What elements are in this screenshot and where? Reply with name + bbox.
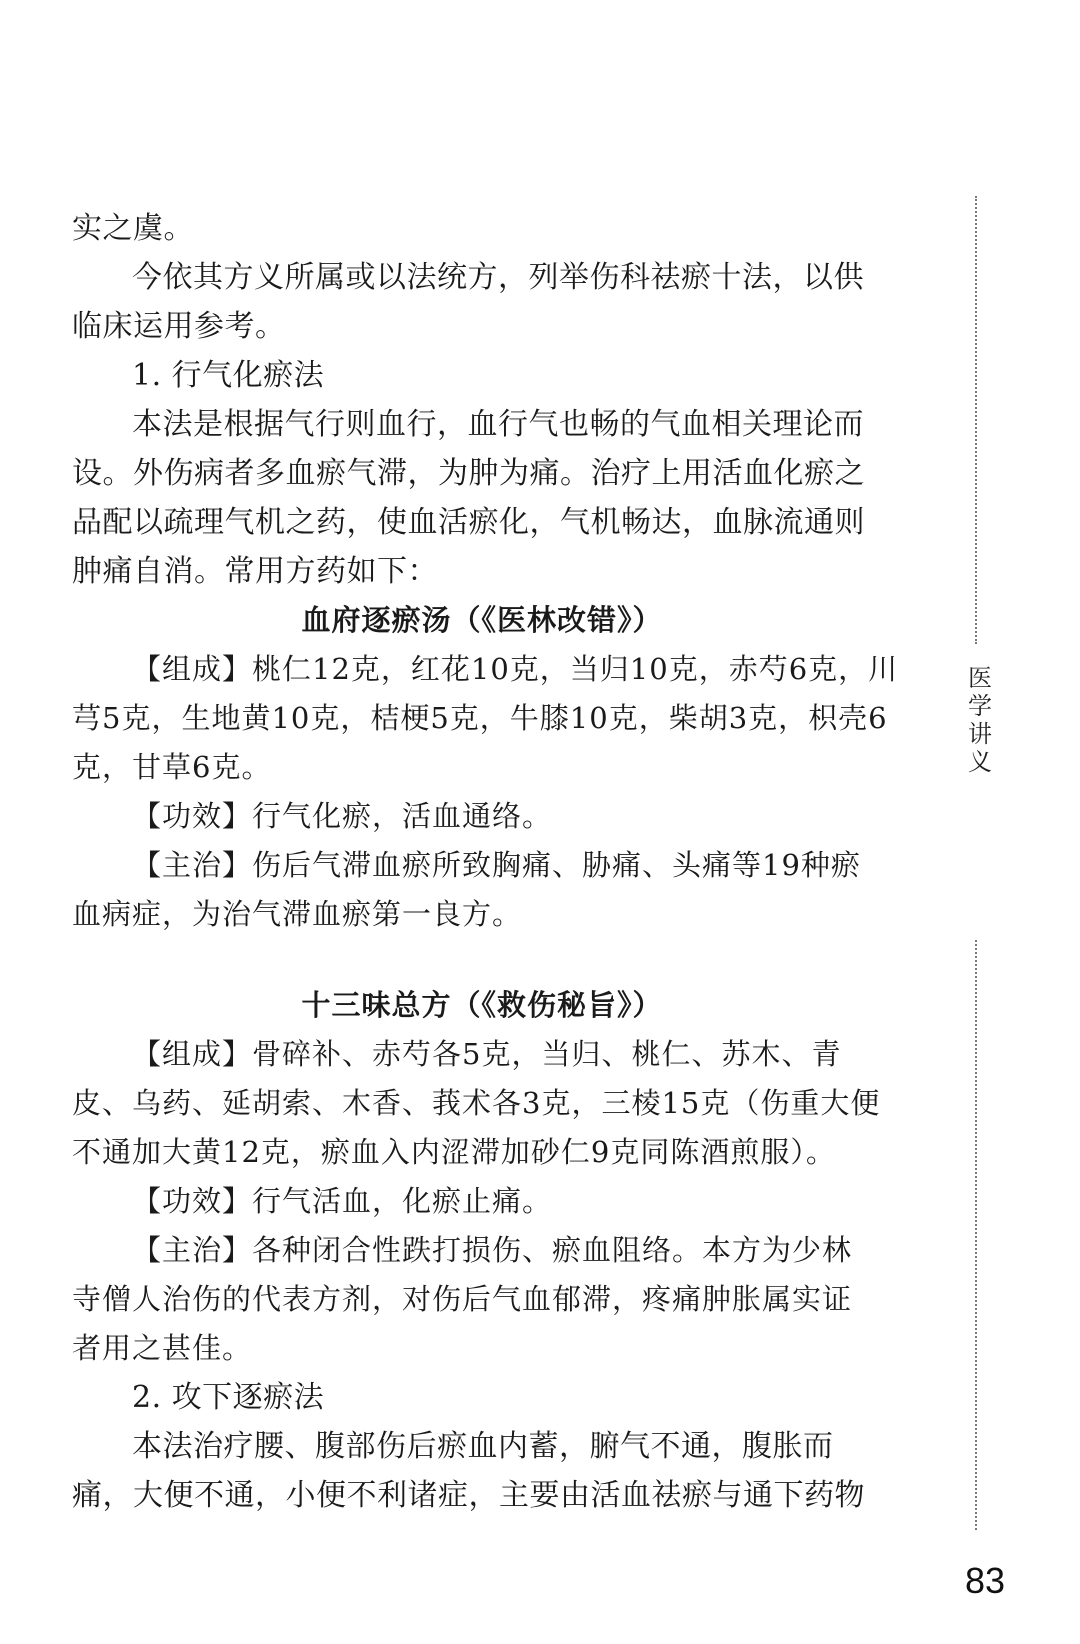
text-line: 寺僧人治伤的代表方剂，对伤后气血郁滞，疼痛肿胀属实证 [72,1282,853,1316]
text-line: 本法治疗腰、腹部伤后瘀血内蓄，腑气不通，腹胀而 [132,1429,834,1464]
text-line: 芎5克，生地黄10克，桔梗5克，牛膝10克，柴胡3克，枳壳6 [72,701,888,735]
formula-efficacy: 【功效】行气化瘀，活血通络。 [132,799,553,833]
text-line: 者用之甚佳。 [72,1331,253,1365]
text-line: 克，甘草6克。 [72,750,272,784]
formula-title: 十三味总方（《救伤秘旨》） [301,988,663,1022]
page-number: 83 [965,1560,1006,1601]
side-label-char: 学 [968,692,992,720]
side-section-label [960,664,1000,776]
page-body [72,204,899,1520]
formula-indication: 【主治】各种闭合性跌打损伤、瘀血阻络。本方为少林 [132,1233,853,1267]
spacer [72,939,892,981]
section-heading: 2. 攻下逐瘀法 [132,1380,325,1415]
text-line: 实之虞。 [72,211,194,246]
text-line: 痛，大便不通，小便不利诸症，主要由活血祛瘀与通下药物 [72,1478,865,1513]
text-line: 血病症，为治气滞血瘀第一良方。 [72,897,523,931]
text-line: 今依其方义所属或以法统方，列举伤科祛瘀十法，以供 [132,260,864,295]
text-line: 设。外伤病者多血瘀气滞，为肿为痛。治疗上用活血化瘀之 [72,456,865,491]
side-label-char: 义 [968,748,992,776]
text-line: 临床运用参考。 [72,309,286,344]
text-line: 肿痛自消。常用方药如下： [72,554,438,589]
text-line: 不通加大黄12克，瘀血入内涩滞加砂仁9克同陈酒煎服）。 [72,1135,836,1169]
side-label-char: 讲 [968,720,992,748]
section-heading: 1. 行气化瘀法 [132,358,325,393]
margin-rule-top [975,196,977,644]
side-label-char: 医 [968,664,992,692]
text-line: 本法是根据气行则血行，血行气也畅的气血相关理论而 [132,407,864,442]
formula-efficacy: 【功效】行气活血，化瘀止痛。 [132,1184,553,1218]
text-line: 品配以疏理气机之药，使血活瘀化，气机畅达，血脉流通则 [72,505,865,540]
formula-title: 血府逐瘀汤（《医林改错》） [301,603,663,637]
formula-indication: 【主治】伤后气滞血瘀所致胸痛、胁痛、头痛等19种瘀 [132,848,861,882]
formula-composition: 【组成】桃仁12克，红花10克，当归10克，赤芍6克，川 [132,652,899,686]
text-line: 皮、乌药、延胡索、木香、莪术各3克，三棱15克（伤重大便 [72,1086,881,1120]
margin-rule-bottom [975,940,977,1530]
formula-composition: 【组成】骨碎补、赤芍各5克，当归、桃仁、苏木、青 [132,1037,842,1071]
